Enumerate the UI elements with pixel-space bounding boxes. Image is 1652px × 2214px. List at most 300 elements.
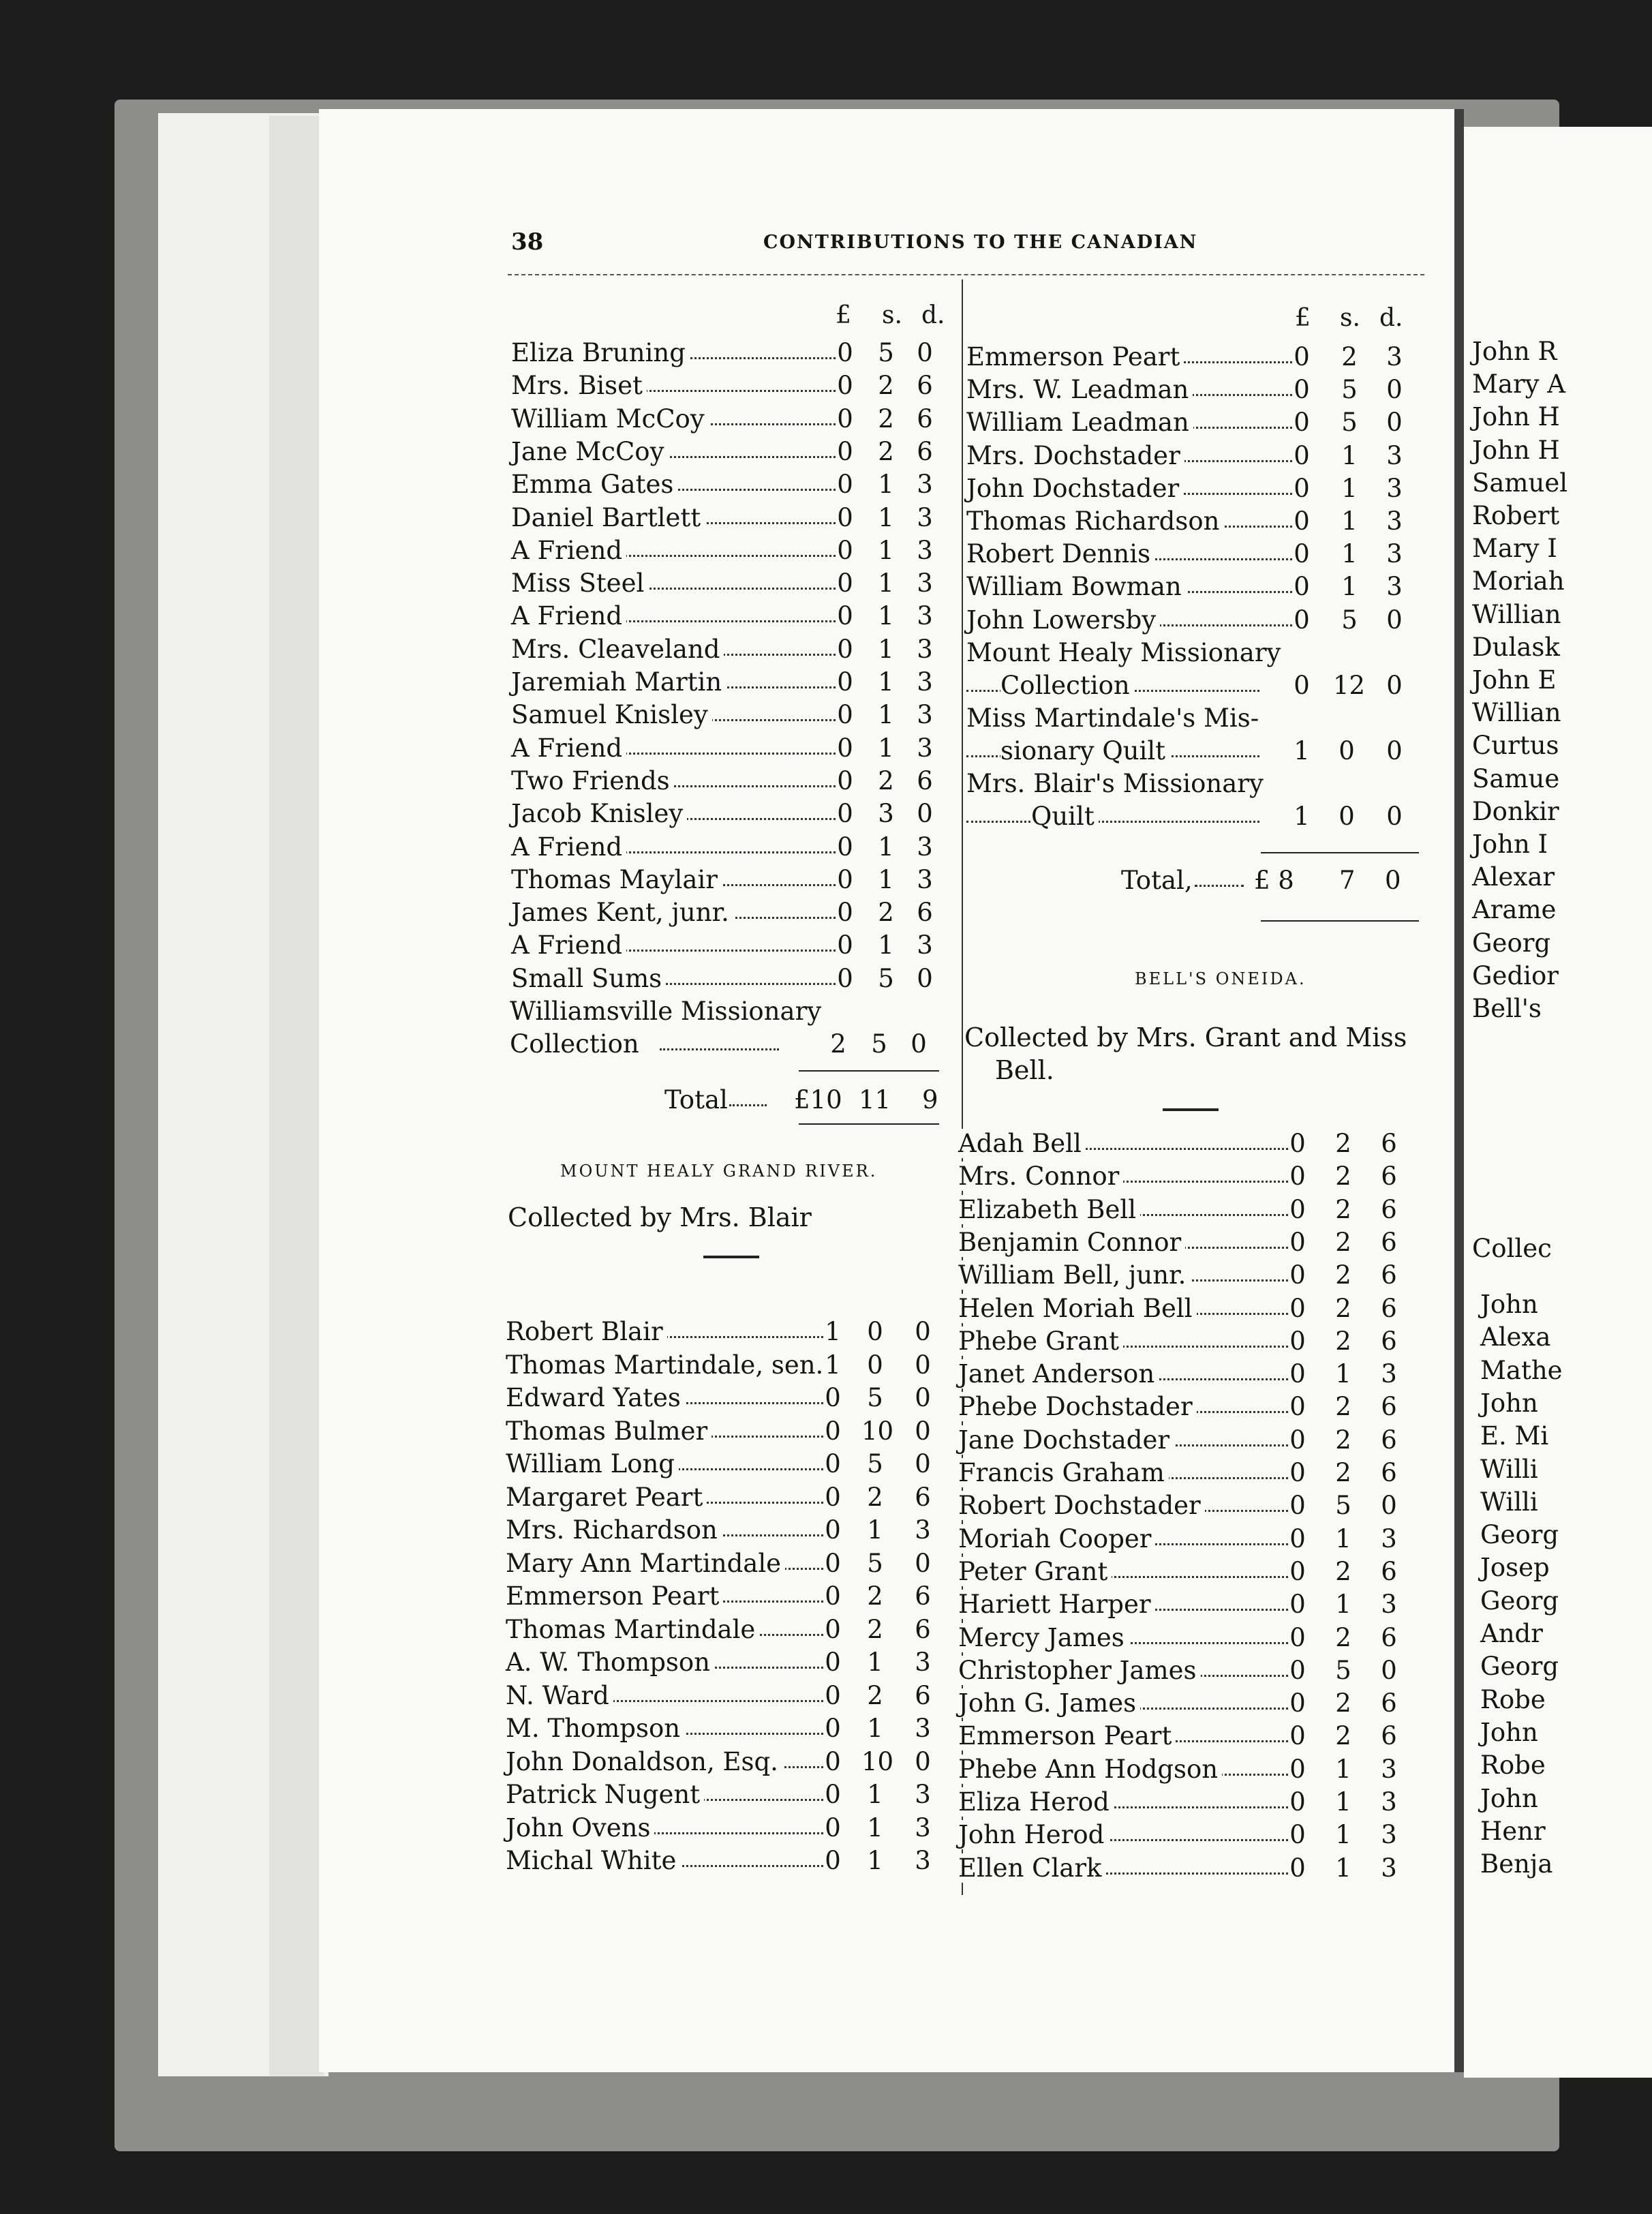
pounds-value: 0	[1294, 572, 1310, 602]
shillings-value: 1	[1335, 1359, 1351, 1389]
pence-value: 0	[1381, 1655, 1397, 1685]
pounds-value: 0	[1289, 1227, 1306, 1257]
shillings-value: 2	[1335, 1293, 1351, 1323]
pence-value: 6	[915, 1482, 931, 1512]
donor-name: Moriah Cooper	[958, 1523, 1155, 1556]
donor-name: Emma Gates	[511, 468, 677, 501]
contribution-row	[511, 567, 947, 600]
next-page-line: John	[1480, 1388, 1538, 1418]
contribution-row	[958, 1588, 1408, 1621]
donor-name: Emmerson Peart	[958, 1720, 1176, 1753]
contribution-row	[958, 1489, 1408, 1522]
pounds-value: 0	[1294, 440, 1310, 470]
donor-name: James Kent, junr.	[511, 896, 733, 929]
next-page-line: Georg	[1480, 1586, 1559, 1616]
shillings-value: 1	[867, 1813, 883, 1843]
pence-value: 3	[915, 1714, 931, 1743]
pence-value: 0	[1386, 802, 1403, 831]
donor-name: Janet Anderson	[958, 1358, 1159, 1391]
right-total-rule-top	[1261, 852, 1419, 853]
pounds-value: 0	[1294, 539, 1310, 569]
multi-entry-line2	[966, 800, 1409, 833]
pence-value: 3	[915, 1515, 931, 1545]
pence-value: 3	[1381, 1853, 1397, 1883]
contribution-row	[506, 1613, 942, 1646]
shillings-value: 2	[1335, 1688, 1351, 1718]
shillings: 5	[871, 1029, 887, 1059]
shillings-value: 2	[878, 404, 894, 434]
pence-value: 0	[915, 1317, 931, 1346]
donor-name: Helen Moriah Bell	[958, 1292, 1197, 1325]
contribution-row	[506, 1514, 942, 1547]
pounds-value: 0	[1289, 1129, 1306, 1158]
donor-name: John G. James	[958, 1687, 1140, 1720]
donor-name: A Friend	[511, 534, 626, 567]
contribution-row	[511, 962, 947, 995]
donor-name: Thomas Richardson	[966, 505, 1223, 538]
shillings-value: 1	[878, 700, 894, 730]
next-page-line: Georg	[1480, 1520, 1559, 1550]
pence-value: 0	[917, 338, 933, 367]
shillings-value: 12	[1333, 671, 1366, 700]
leader-dots	[966, 800, 1259, 833]
shillings-value: 1	[1335, 1590, 1351, 1620]
next-page-line: Samue	[1472, 763, 1560, 793]
pounds-value: 0	[1289, 1590, 1306, 1620]
shillings-value: 2	[1335, 1227, 1351, 1257]
pounds-value: 0	[1289, 1721, 1306, 1751]
shillings-value: 2	[878, 436, 894, 466]
shillings-value: 1	[1341, 440, 1358, 470]
donor-name: Hariett Harper	[958, 1588, 1155, 1621]
donor-name: William Leadman	[966, 406, 1193, 439]
next-page-line: Mathe	[1480, 1355, 1563, 1385]
next-page-line: Mary I	[1472, 534, 1557, 564]
pounds-value: 0	[837, 535, 853, 565]
right-total-rule-bottom	[1261, 920, 1419, 922]
next-page-line: Willian	[1472, 599, 1561, 629]
contribution-row	[511, 403, 947, 436]
pence-value: 0	[917, 963, 933, 993]
shillings-value: 1	[878, 601, 894, 631]
next-page-line: Andr	[1480, 1619, 1543, 1648]
pence-value: 0	[915, 1383, 931, 1412]
contribution-row	[511, 600, 947, 633]
shillings-value: 1	[1335, 1853, 1351, 1883]
contribution-row	[511, 732, 947, 765]
pence-value: 3	[1381, 1359, 1397, 1389]
right-total-shillings: 7	[1339, 866, 1356, 895]
contribution-row	[958, 1226, 1408, 1259]
pounds-value: 0	[1289, 1853, 1306, 1883]
contribution-row	[958, 1391, 1408, 1423]
total-rule-top	[799, 1070, 939, 1072]
shillings-value: 1	[878, 733, 894, 763]
contribution-row	[506, 1382, 942, 1414]
pounds-value: 0	[837, 634, 853, 664]
shillings-value: 1	[867, 1714, 883, 1743]
page-number: 38	[511, 228, 544, 256]
donor-name: Francis Graham	[958, 1457, 1169, 1489]
pence-value: 3	[1386, 473, 1403, 503]
donor-name: A Friend	[511, 600, 626, 633]
contribution-row	[966, 571, 1409, 603]
pence-value: 6	[1381, 1425, 1397, 1455]
shillings-value: 5	[1335, 1491, 1351, 1521]
pounds-value: 0	[1289, 1556, 1306, 1586]
mount-healy-heading: MOUNT HEALY GRAND RIVER.	[560, 1162, 878, 1181]
bells-oneida-collected-by-line1: Collected by Mrs. Grant and Miss	[964, 1022, 1407, 1052]
contribution-row	[511, 896, 947, 929]
pence-value: 3	[1386, 572, 1403, 602]
pounds-value: 0	[1294, 671, 1310, 700]
shillings-value: 1	[867, 1780, 883, 1809]
contribution-row	[958, 1194, 1408, 1226]
pounds-value: 0	[1289, 1194, 1306, 1224]
donor-name: Thomas Maylair	[511, 864, 722, 896]
pounds-value: 0	[837, 733, 853, 763]
shillings-value: 1	[867, 1648, 883, 1677]
contribution-row	[511, 798, 947, 830]
shillings-value: 1	[878, 502, 894, 532]
pounds-value: 0	[1289, 1820, 1306, 1850]
contribution-row	[966, 604, 1409, 637]
next-page-line: Robert	[1472, 501, 1560, 530]
pounds-value: 0	[825, 1846, 841, 1875]
contribution-row	[958, 1127, 1408, 1160]
shillings-value: 5	[878, 338, 894, 367]
pounds-value: 0	[1294, 473, 1310, 503]
pounds-value: 0	[825, 1449, 841, 1478]
donor-name: Mary Ann Martindale	[506, 1547, 785, 1580]
donor-name: Peter Grant	[958, 1556, 1112, 1588]
donor-name: John Lowersby	[966, 604, 1160, 637]
donor-name: Emmerson Peart	[966, 341, 1184, 374]
pence-value: 6	[1381, 1162, 1397, 1192]
donor-name: Samuel Knisley	[511, 699, 712, 731]
shillings-value: 1	[878, 864, 894, 894]
pence-value: 3	[1386, 506, 1403, 536]
contribution-row	[511, 337, 947, 369]
next-page-line: John R	[1472, 337, 1557, 366]
pounds-value: 0	[837, 930, 853, 960]
section-dash	[703, 1256, 759, 1258]
next-page-line: John E	[1472, 665, 1557, 695]
contribution-row	[506, 1580, 942, 1613]
pence-value: 3	[917, 700, 933, 730]
shillings-value: 10	[861, 1416, 894, 1446]
next-page-line: John	[1480, 1783, 1538, 1813]
donor-name: William McCoy	[511, 403, 709, 436]
pounds-value: 0	[1289, 1688, 1306, 1718]
donor-name: Eliza Herod	[958, 1786, 1114, 1819]
shillings-value: 5	[1341, 605, 1358, 635]
shillings-value: 5	[1341, 408, 1358, 438]
donor-name: Emmerson Peart	[506, 1580, 723, 1613]
contribution-row	[506, 1316, 942, 1348]
pounds-value: 0	[825, 1416, 841, 1446]
pounds-value: 0	[837, 502, 853, 532]
pence-value: 6	[917, 436, 933, 466]
pence-value: 6	[1381, 1227, 1397, 1257]
running-head: CONTRIBUTIONS TO THE CANADIAN	[763, 232, 1198, 253]
contribution-row	[958, 1687, 1408, 1720]
shillings-value: 5	[1335, 1655, 1351, 1685]
donor-name: Michal White	[506, 1845, 680, 1877]
donor-name: Jane McCoy	[511, 436, 668, 468]
shillings-value: 2	[1335, 1721, 1351, 1751]
pounds-value: 0	[1289, 1523, 1306, 1553]
next-page-line: Willi	[1480, 1487, 1538, 1517]
pounds-value: 0	[1289, 1392, 1306, 1422]
pence-value: 3	[917, 535, 933, 565]
next-page-line: Donkir	[1472, 796, 1559, 826]
shillings-value: 5	[878, 963, 894, 993]
donor-name: Thomas Martindale	[506, 1613, 759, 1646]
bells-oneida-heading: BELL'S ONEIDA.	[1135, 969, 1306, 988]
donor-name: Thomas Martindale, sen.	[506, 1349, 827, 1382]
donor-name: Mercy James	[958, 1622, 1129, 1654]
shillings-value: 1	[1341, 506, 1358, 536]
pounds-value: 0	[837, 568, 853, 598]
shillings-value: 2	[1335, 1326, 1351, 1356]
donor-name: Thomas Bulmer	[506, 1415, 712, 1448]
pounds-value: 0	[837, 963, 853, 993]
pence-value: 3	[1386, 342, 1403, 371]
donor-name: Patrick Nugent	[506, 1778, 704, 1811]
left-pounds-header: £	[836, 301, 851, 329]
right-total-pence: 0	[1385, 866, 1401, 895]
donor-name: Adah Bell	[958, 1127, 1086, 1160]
shillings-value: 2	[867, 1680, 883, 1710]
contribution-row	[966, 472, 1409, 505]
pounds-value: 0	[837, 799, 853, 829]
multi-entry-line1: Mrs. Blair's Missionary	[966, 769, 1264, 798]
donor-name: John Dochstader	[966, 472, 1183, 505]
pence-value: 3	[917, 864, 933, 894]
donor-name: Small Sums	[511, 962, 666, 995]
donor-name: Robert Dennis	[966, 538, 1154, 571]
pounds-value: 0	[825, 1515, 841, 1545]
shillings-value: 5	[867, 1548, 883, 1578]
pence-value: 3	[917, 634, 933, 664]
total-pounds: £10	[794, 1085, 842, 1114]
pounds-value: 1	[1294, 802, 1310, 831]
donor-name: Daniel Bartlett	[511, 502, 705, 534]
pounds-value: 0	[1289, 1655, 1306, 1685]
donor-name: John Donaldson, Esq.	[506, 1746, 782, 1778]
pounds-value: 0	[1294, 408, 1310, 438]
pounds-value: 0	[837, 898, 853, 928]
pounds-value: 0	[1289, 1787, 1306, 1817]
shillings-value: 1	[1341, 572, 1358, 602]
donor-name: Phebe Ann Hodgson	[958, 1753, 1222, 1786]
contribution-row	[506, 1812, 942, 1845]
pence-value: 6	[1381, 1721, 1397, 1751]
pounds-value: 0	[825, 1548, 841, 1578]
pence-value: 6	[1381, 1260, 1397, 1290]
donor-name: Mrs. W. Leadman	[966, 374, 1193, 406]
pence-value: 3	[1386, 440, 1403, 470]
shillings-value: 2	[867, 1614, 883, 1644]
pounds-value: 0	[1289, 1754, 1306, 1784]
donor-name: Jacob Knisley	[511, 798, 687, 830]
pence-value: 6	[1381, 1688, 1397, 1718]
donor-name: A. W. Thompson	[506, 1646, 714, 1679]
multi-entry-line2	[966, 735, 1409, 768]
next-page-line: Alexar	[1472, 862, 1555, 892]
pence-value: 6	[1381, 1556, 1397, 1586]
pence: 0	[911, 1029, 927, 1059]
next-page-line: John	[1480, 1717, 1538, 1747]
donor-name: Jane Dochstader	[958, 1424, 1174, 1457]
pence-value: 3	[917, 470, 933, 500]
multi-entry-line2	[966, 669, 1409, 702]
pence-value: 6	[917, 898, 933, 928]
contribution-row	[958, 1654, 1408, 1687]
multi-entry-line1: Miss Martindale's Mis-	[966, 703, 1259, 733]
shillings-value: 1	[1335, 1754, 1351, 1784]
total-label: Total	[664, 1085, 728, 1114]
pounds-value: 0	[1289, 1293, 1306, 1323]
shillings-value: 0	[867, 1317, 883, 1346]
contribution-row	[958, 1819, 1408, 1851]
next-page-line: Benja	[1480, 1849, 1553, 1879]
pounds-value: 1	[1294, 736, 1310, 765]
next-page-line: Robe	[1480, 1684, 1546, 1714]
contribution-row	[958, 1786, 1408, 1819]
contribution-row	[511, 765, 947, 798]
pence-value: 3	[1381, 1820, 1397, 1850]
donor-name: A Friend	[511, 929, 626, 962]
pence-value: 3	[915, 1813, 931, 1843]
contribution-row	[511, 534, 947, 567]
shillings-value: 1	[878, 832, 894, 862]
pence-value: 6	[917, 404, 933, 434]
shillings-value: 2	[1335, 1194, 1351, 1224]
next-page-line: Mary A	[1472, 369, 1566, 399]
contribution-row	[506, 1712, 942, 1745]
pounds-value: 0	[825, 1383, 841, 1412]
shillings-value: 1	[1335, 1820, 1351, 1850]
pounds-value: 0	[1289, 1622, 1306, 1652]
shillings-value: 1	[867, 1846, 883, 1875]
contribution-row	[958, 1160, 1408, 1193]
pounds-value: 0	[825, 1581, 841, 1611]
pence-value: 3	[1381, 1590, 1397, 1620]
pence-value: 3	[917, 733, 933, 763]
contribution-row	[958, 1852, 1408, 1885]
next-page-line: Georg	[1472, 928, 1551, 958]
pence-value: 3	[917, 667, 933, 697]
donor-name: A Friend	[511, 732, 626, 765]
donor-name: Phebe Dochstader	[958, 1391, 1197, 1423]
pounds-value: 0	[1294, 375, 1310, 405]
pence-value: 0	[1381, 1491, 1397, 1521]
next-page-line: John	[1480, 1290, 1538, 1319]
pence-value: 0	[915, 1548, 931, 1578]
donor-name: Margaret Peart	[506, 1481, 707, 1514]
contribution-row	[966, 505, 1409, 538]
contribution-row	[958, 1457, 1408, 1489]
donor-name: A Friend	[511, 831, 626, 864]
shillings-value: 1	[878, 930, 894, 960]
donor-name: Phebe Grant	[958, 1325, 1123, 1358]
pounds-value: 1	[825, 1350, 841, 1380]
pence-value: 6	[1381, 1458, 1397, 1487]
contribution-row	[511, 468, 947, 501]
pence-value: 0	[915, 1449, 931, 1478]
pounds-value: 0	[837, 470, 853, 500]
pounds-value: 0	[1294, 506, 1310, 536]
contribution-row	[511, 633, 947, 666]
pounds-value: 0	[1289, 1425, 1306, 1455]
pounds-value: 0	[1289, 1260, 1306, 1290]
contribution-row	[511, 864, 947, 896]
donor-name: Robert Dochstader	[958, 1489, 1205, 1522]
pence-value: 3	[917, 832, 933, 862]
donor-name: John Ovens	[506, 1812, 654, 1845]
shillings-value: 2	[1341, 342, 1358, 371]
donor-name: Two Friends	[511, 765, 674, 798]
shillings-value: 1	[878, 667, 894, 697]
header-rule	[508, 274, 1424, 275]
right-total-pounds: £ 8	[1254, 866, 1294, 895]
contribution-row	[958, 1720, 1408, 1753]
contribution-row	[506, 1845, 942, 1877]
next-page-line: Gedior	[1472, 960, 1559, 990]
next-page-line: Arame	[1472, 895, 1557, 925]
shillings-value: 2	[1335, 1556, 1351, 1586]
shillings-value: 10	[861, 1746, 894, 1776]
donor-name: Eliza Bruning	[511, 337, 690, 369]
next-page-line: John H	[1472, 435, 1560, 465]
book-gutter	[1454, 109, 1464, 2072]
next-page-line: Samuel	[1472, 468, 1568, 498]
williamsville-line2: Collection 2 5 0	[510, 1028, 939, 1061]
contribution-row	[966, 341, 1409, 374]
contribution-row	[511, 929, 947, 962]
donor-name: Elizabeth Bell	[958, 1194, 1140, 1226]
pounds-value: 0	[1289, 1491, 1306, 1521]
donor-name: Mrs. Dochstader	[966, 440, 1184, 472]
left-pence-header: d.	[921, 301, 945, 329]
pence-value: 3	[917, 502, 933, 532]
donor-name: William Bell, junr.	[958, 1259, 1190, 1292]
shillings-value: 2	[1335, 1129, 1351, 1158]
pounds-value: 0	[1294, 342, 1310, 371]
shillings-value: 2	[1335, 1162, 1351, 1192]
pence-value: 3	[917, 601, 933, 631]
next-page-line: John H	[1472, 402, 1560, 432]
next-page-line: Georg	[1480, 1652, 1559, 1682]
pence-value: 0	[1386, 671, 1403, 700]
donor-name: Mrs. Cleaveland	[511, 633, 724, 666]
pounds-value: 0	[825, 1614, 841, 1644]
shillings-value: 0	[1339, 736, 1355, 765]
next-page-line: Alexa	[1480, 1322, 1551, 1352]
right-total-label: Total,	[1121, 866, 1193, 895]
shillings-value: 5	[867, 1383, 883, 1412]
pence-value: 3	[1381, 1754, 1397, 1784]
mount-healy-collected-by: Collected by Mrs. Blair	[508, 1202, 812, 1232]
left-shillings-header: s.	[882, 301, 902, 329]
donor-name: N. Ward	[506, 1680, 613, 1712]
next-page-line: Dulask	[1472, 632, 1560, 662]
next-page-line: Josep	[1480, 1553, 1550, 1583]
pounds-value: 0	[837, 371, 853, 401]
contribution-row	[958, 1753, 1408, 1786]
